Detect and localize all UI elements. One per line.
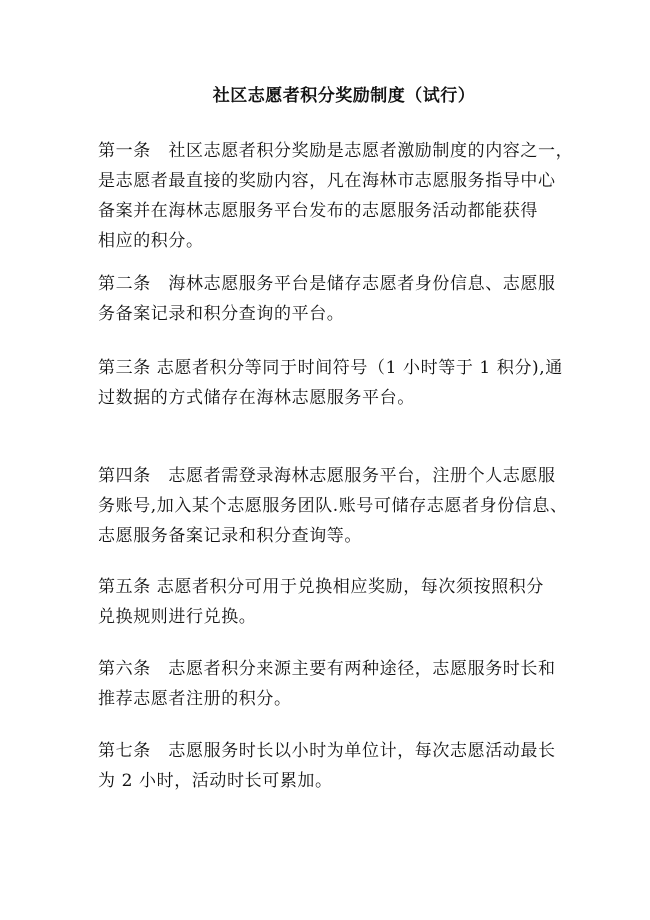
article-7 xyxy=(98,736,566,796)
article-2 xyxy=(98,269,566,329)
article-line: 第四条 志愿者需登录海林志愿服务平台，注册个人志愿服 xyxy=(98,466,556,486)
article-line: 务备案记录和积分查询的平台。 xyxy=(98,304,345,324)
article-line: 为 2 小时，活动时长可累加。 xyxy=(98,771,333,791)
article-line: 志愿服务备案记录和积分查询等。 xyxy=(98,526,362,546)
article-line: 第二条 海林志愿服务平台是储存志愿者身份信息、志愿服 xyxy=(98,274,556,294)
article-line: 第五条 志愿者积分可用于兑换相应奖励，每次须按照积分 xyxy=(98,577,545,597)
article-1 xyxy=(98,136,574,256)
article-4 xyxy=(98,461,566,551)
article-line: 相应的积分。 xyxy=(98,231,204,251)
article-line: 备案并在海林志愿服务平台发布的志愿服务活动都能获得 xyxy=(98,201,538,221)
article-line: 第一条 社区志愿者积分奖励是志愿者激励制度的内容之一， xyxy=(98,141,574,161)
article-line: 过数据的方式储存在海林志愿服务平台。 xyxy=(98,388,415,408)
article-line: 是志愿者最直接的奖励内容，凡在海林市志愿服务指导中心 xyxy=(98,171,556,191)
article-line: 务账号,加入某个志愿服务团队.账号可储存志愿者身份信息、 xyxy=(98,496,568,516)
article-line: 第六条 志愿者积分来源主要有两种途径，志愿服务时长和 xyxy=(98,659,556,679)
article-5 xyxy=(98,572,566,632)
article-line: 兑换规则进行兑换。 xyxy=(98,607,257,627)
article-line: 第三条 志愿者积分等同于时间符号（1 小时等于 1 积分),通 xyxy=(98,358,563,378)
article-line: 推荐志愿者注册的积分。 xyxy=(98,689,292,709)
document-title: 社区志愿者积分奖励制度（试行） xyxy=(212,86,476,106)
article-6 xyxy=(98,654,566,714)
article-line: 第七条 志愿服务时长以小时为单位计，每次志愿活动最长 xyxy=(98,741,556,761)
article-3 xyxy=(98,353,566,413)
